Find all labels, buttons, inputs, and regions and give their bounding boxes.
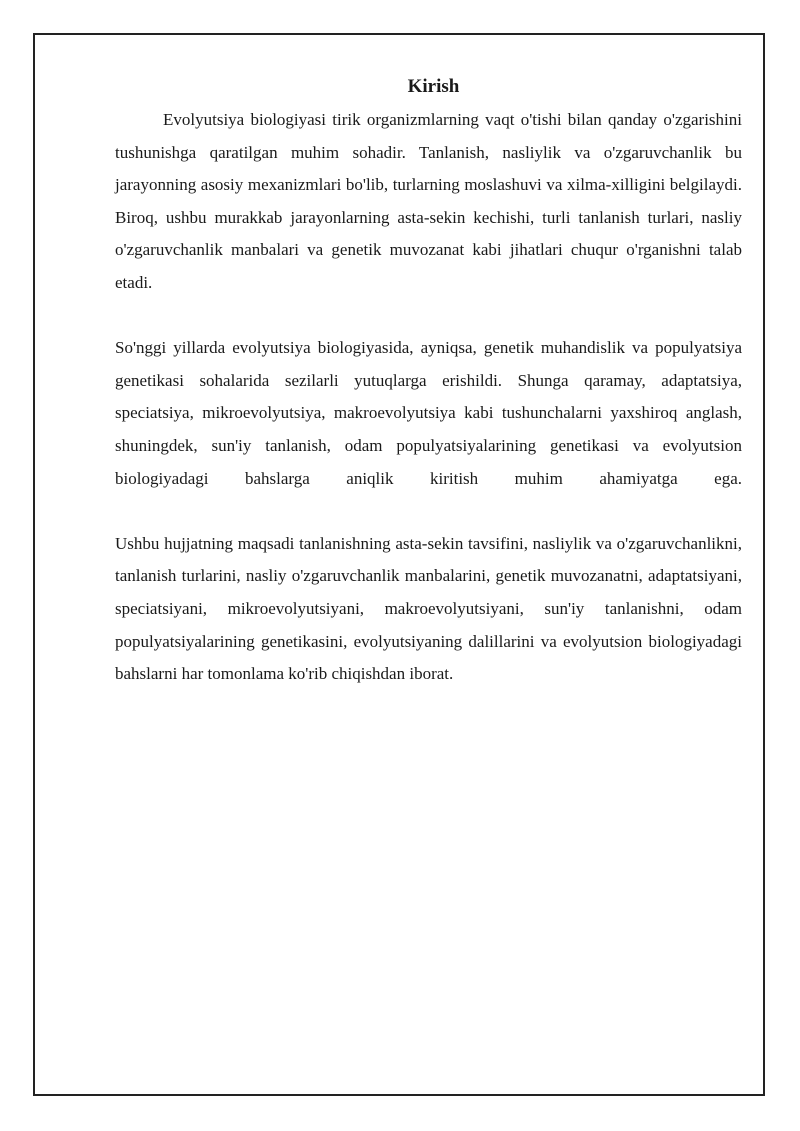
paragraph-recent-advances: So'nggi yillarda evolyutsiya biologiyasida, ayniqsa, genetik muhandislik va populyatsiya genetikasi sohalarida sezilarli yutuqlarga erishildi. Shunga qaramay, adaptatsiya, speciatsiya, mikroevolyutsiya, makroevolyutsiya kabi tushunchalarni yaxshiroq anglash, shuningdek, sun'iy tanlanish, odam populyatsiyalarining genetikasi va evolyutsion biologiyadagi bahslarga aniqlik kiritish muhim ahamiyatga ega.	[115, 338, 742, 488]
paragraph-spacer	[115, 300, 742, 333]
document-body	[115, 74, 742, 691]
paragraph-purpose: Ushbu hujjatning maqsadi tanlanishning asta-sekin tavsifini, nasliylik va o'zgaruvchanlikni, tanlanish turlarini, nasliy o'zgaruvchanlik manbalarini, genetik muvozanatni, adaptatsiyani, speciatsiyani, mikroevolyutsiyani, makroevolyutsiyani, sun'iy tanlanishni, odam populyatsiyalarining genetikasini, evolyutsiyaning dalillarini va evolyutsion biologiyadagi bahslarni har tomonlama ko'rib chiqishdan iborat.	[115, 533, 742, 684]
document-title: Kirish	[407, 76, 460, 97]
paragraph-intro: Evolyutsiya biologiyasi tirik organizmlarning vaqt o'tishi bilan qanday o'zgarishini tushunishga qaratilgan muhim sohadir. Tanlanish, nasliylik va o'zgaruvchanlik bu jarayonning asosiy mexanizmlari bo'lib, turlarning moslashuvi va xilma-xilligini belgilaydi. Biroq, ushbu murakkab jarayonlarning asta-sekin kechishi, turli tanlanish turlari, nasliy o'zgaruvchanlik manbalari va genetik muvozanat kabi jihatlari chuqur o'rganishni talab etadi.	[115, 110, 742, 292]
paragraph-spacer	[115, 495, 742, 528]
